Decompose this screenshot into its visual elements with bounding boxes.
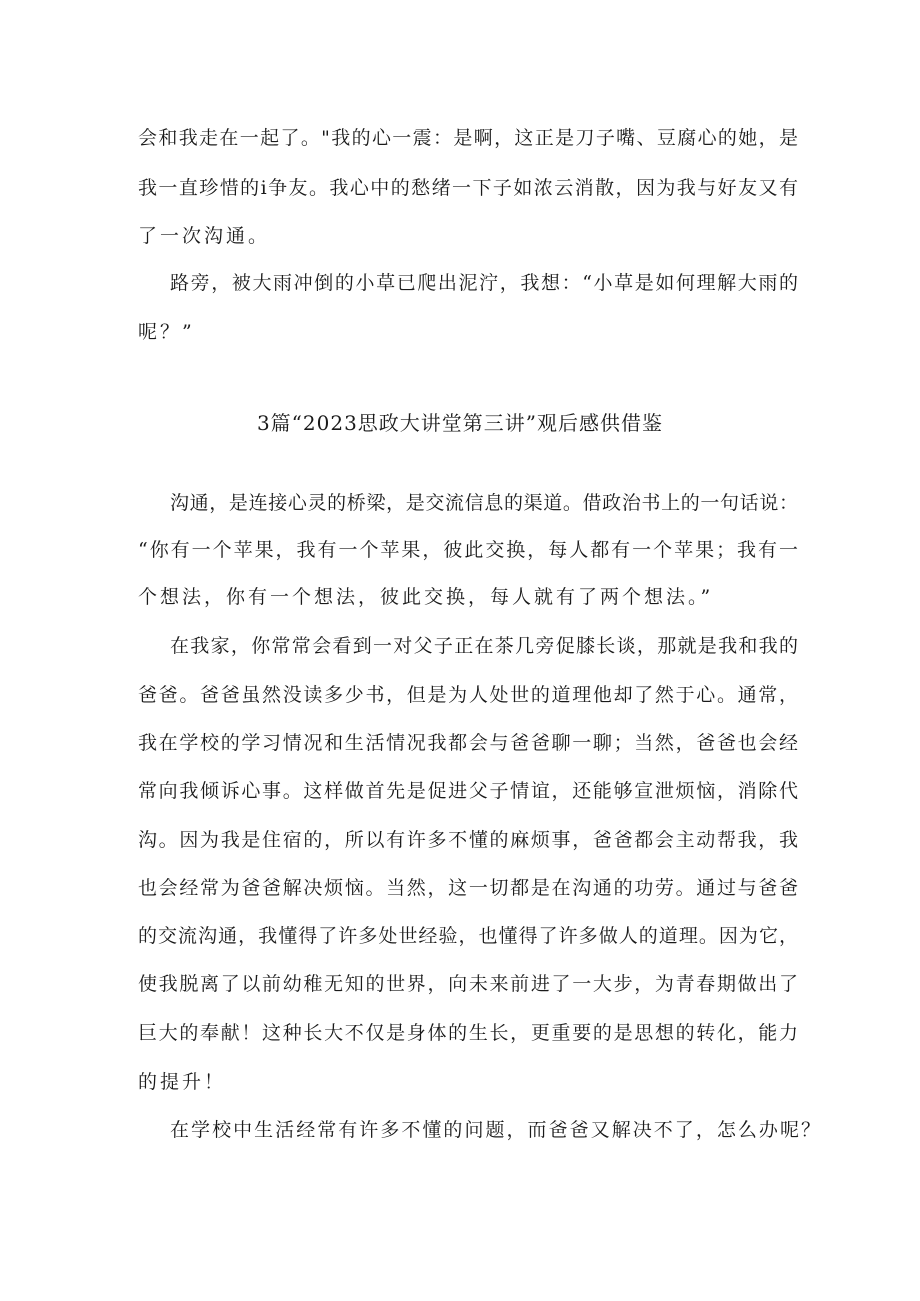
paragraph-line: 路旁，被大雨冲倒的小草已爬出泥泞，我想：“小草是如何理解大雨的: [170, 272, 798, 294]
paragraph-line: 常向我倾诉心事。这样做首先是促进父子情谊，还能够宣泄烦恼，消除代: [138, 780, 798, 802]
paragraph-line: 会和我走在一起了。"我的心一震：是啊，这正是刀子嘴、豆腐心的她，是: [138, 127, 798, 149]
paragraph-line: 巨大的奉献！这种长大不仅是身体的生长，更重要的是思想的转化，能力: [138, 1022, 798, 1044]
paragraph-line: 使我脱离了以前幼稚无知的世界，向未来前进了一大步，为青春期做出了: [138, 973, 798, 995]
paragraph-line: 个想法，你有一个想法，彼此交换，每人就有了两个想法。”: [138, 586, 714, 608]
paragraph-line: 的交流沟通，我懂得了许多处世经验，也懂得了许多做人的道理。因为它，: [138, 925, 798, 947]
paragraph-line: 在我家，你常常会看到一对父子正在茶几旁促膝长谈，那就是我和我的: [170, 635, 798, 657]
paragraph-line: 了一次沟通。: [138, 225, 271, 247]
paragraph-line: 的提升！: [138, 1071, 227, 1093]
paragraph-line: 也会经常为爸爸解决烦恼。当然，这一切都是在沟通的功劳。通过与爸爸: [138, 877, 798, 899]
paragraph-line: 我一直珍惜的i争友。我心中的愁绪一下子如浓云消散，因为我与好友又有: [138, 177, 798, 199]
paragraph-line: 沟通，是连接心灵的桥梁，是交流信息的渠道。借政治书上的一句话说：: [170, 492, 798, 514]
paragraph-line: 我在学校的学习情况和生活情况我都会与爸爸聊一聊；当然，爸爸也会经: [138, 732, 798, 754]
article-title: 3篇“2023思政大讲堂第三讲”观后感供借鉴: [256, 411, 664, 435]
paragraph-line: 呢？”: [138, 321, 195, 343]
paragraph-line: 爸爸。爸爸虽然没读多少书，但是为人处世的道理他却了然于心。通常，: [138, 684, 798, 706]
paragraph-line: 沟。因为我是住宿的，所以有许多不懂的麻烦事，爸爸都会主动帮我，我: [138, 829, 798, 851]
paragraph-line: 在学校中生活经常有许多不懂的问题，而爸爸又解决不了，怎么办呢？: [170, 1119, 820, 1141]
paragraph-line: “你有一个苹果，我有一个苹果，彼此交换，每人都有一个苹果；我有一: [138, 539, 798, 561]
